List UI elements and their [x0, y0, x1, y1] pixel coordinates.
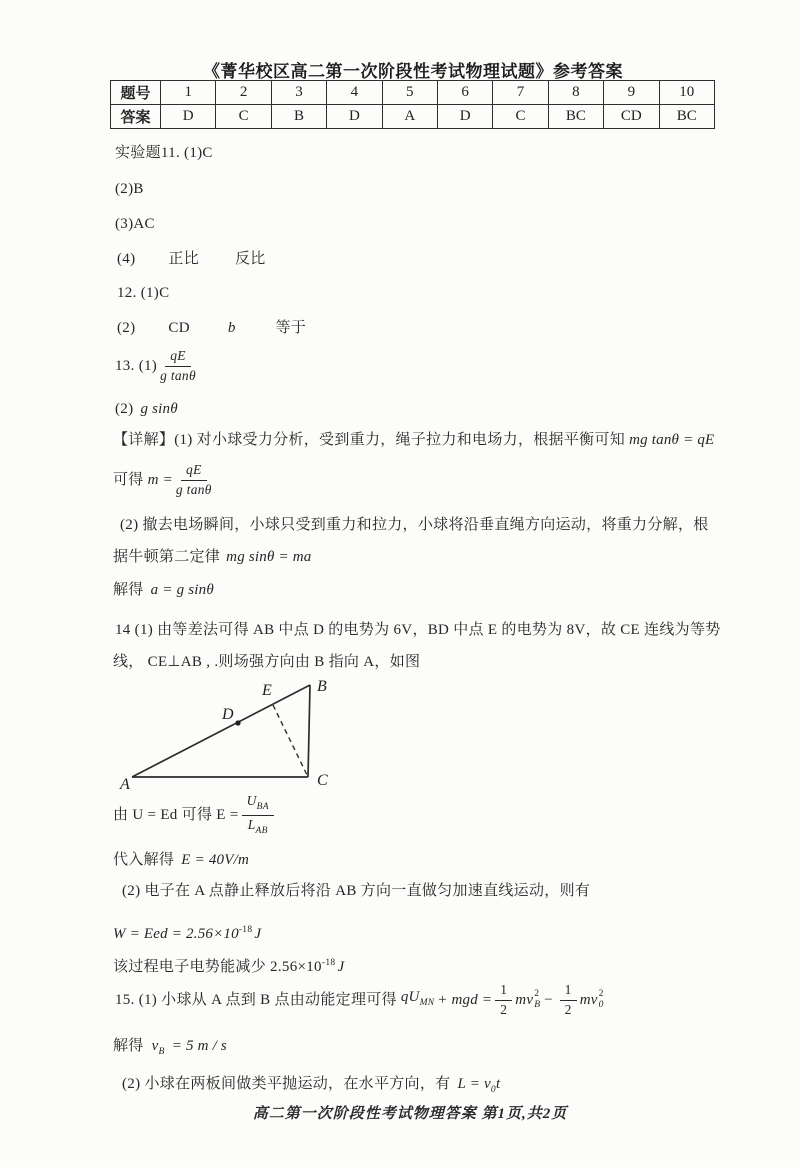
q13-part1-label: 13. (1)	[115, 358, 158, 374]
fraction-numerator: qE	[181, 462, 207, 481]
point-label-e: E	[262, 682, 272, 699]
equipotential-triangle-diagram	[118, 673, 358, 795]
mv2-superscript: 2	[598, 989, 604, 1000]
q14-field-pre: 由 U = Ed 可得 E =	[113, 807, 239, 823]
q12-line1: 12. (1)C	[117, 285, 170, 301]
q15-mid-eq: + mgd =	[437, 992, 493, 1008]
denominator-subscript: AB	[255, 825, 268, 836]
fraction-numerator: 1	[560, 982, 577, 1001]
q15-solve-label: 解得	[113, 1038, 144, 1054]
answer-table-header-answer: 答案	[111, 105, 161, 129]
question-number: 5	[382, 81, 437, 105]
numerator-base: U	[246, 792, 257, 808]
q11-line4-blank2: 反比	[235, 251, 266, 267]
answer-table-answer-row	[111, 105, 715, 129]
q13-derive-line	[113, 457, 215, 503]
page-footer: 高二第一次阶段性考试物理答案 第1页,共2页	[252, 1106, 568, 1122]
fraction-numerator: 1	[495, 982, 512, 1001]
q15-fraction-half-1	[495, 982, 512, 1019]
q11-line4-blank1: 正比	[168, 251, 199, 267]
answer-cell: D	[161, 105, 216, 129]
q12-line2-blank1: CD	[168, 320, 190, 336]
mv2-subscript: 0	[598, 1000, 604, 1010]
q13-detail-line3-text: 据牛顿第二定律	[113, 549, 221, 565]
q13-part1-fraction	[160, 348, 196, 385]
question-number: 10	[659, 81, 714, 105]
triangle-side-bc	[308, 685, 310, 777]
q15-mv2-supsub	[599, 989, 604, 1011]
q15-part2-eq-tail: t	[495, 1076, 501, 1092]
q13-part2-expr: g sinθ	[140, 401, 178, 417]
question-number: 2	[216, 81, 271, 105]
q11-line4	[117, 248, 266, 270]
fraction-numerator: qE	[165, 348, 191, 367]
q15-mv2-base: mv	[579, 992, 598, 1008]
q14-line1: 14 (1) 由等差法可得 AB 中点 D 的电势为 6V，BD 中点 E 的电势为 8V，故 CE 连线为等势	[115, 622, 721, 638]
answer-cell: D	[327, 105, 382, 129]
question-number: 4	[327, 81, 382, 105]
q11-line1: 实验题11. (1)C	[115, 145, 213, 161]
mv1-superscript: 2	[534, 989, 540, 1000]
answer-cell: CD	[604, 105, 659, 129]
q13-solve-eq: a = g sinθ	[150, 582, 214, 598]
q15-solve-line	[113, 1035, 227, 1063]
q14-line2: 线， CE⊥AB , .则场强方向由 B 指向 A，如图	[113, 654, 421, 670]
q15-part2-eq: L = v	[457, 1076, 491, 1092]
q15-solve-v-sub: B	[158, 1047, 165, 1057]
triangle-side-ab	[132, 685, 310, 777]
q15-u-term	[401, 986, 434, 1014]
q14-field-result-eq: E = 40V/m	[181, 852, 250, 868]
q14-field-line	[113, 793, 277, 837]
q15-minus-sign: −	[543, 992, 554, 1008]
denominator-base: L	[247, 816, 256, 832]
question-number: 8	[548, 81, 603, 105]
q13-derive-label: 可得	[113, 472, 144, 488]
mv1-subscript: B	[534, 1000, 541, 1010]
q14-field-result-label: 代入解得	[113, 852, 175, 868]
q14-work-eq: W = Eed = 2.56×10	[113, 926, 239, 942]
q13-detail-line1	[113, 429, 714, 451]
q13-derive-fraction	[176, 462, 212, 499]
answer-cell: BC	[548, 105, 603, 129]
q13-derive-lhs: m =	[147, 472, 173, 488]
work-exponent: -18	[238, 925, 253, 935]
u-subscript: MN	[419, 998, 435, 1008]
q13-solve-label: 解得	[113, 582, 144, 598]
q15-part2-eq-sub: 0	[490, 1085, 496, 1095]
question-number: 6	[437, 81, 492, 105]
q13-detail-line2: (2) 撤去电场瞬间，小球只受到重力和拉力，小球将沿垂直绳方向运动，将重力分解，根	[120, 517, 709, 533]
point-label-d: D	[222, 706, 234, 723]
question-number: 1	[161, 81, 216, 105]
q13-part2-label: (2)	[115, 401, 134, 417]
q12-line2	[117, 317, 306, 339]
q15-part1-text: 15. (1) 小球从 A 点到 B 点由动能定理可得	[115, 992, 397, 1008]
answer-table-header-number: 题号	[111, 81, 161, 105]
q15-part2-line	[122, 1073, 500, 1101]
q15-part1-line	[115, 980, 604, 1020]
q12-line2-blank3: 等于	[275, 320, 307, 336]
q13-part1	[115, 343, 199, 389]
q14-field-fraction	[242, 793, 274, 838]
fraction-denominator	[248, 816, 268, 838]
q12-line2-blank2: b	[227, 320, 236, 336]
q14-energy-text: 该过程电子电势能减少 2.56×10	[113, 959, 322, 975]
answer-table-number-row	[111, 81, 715, 105]
dashed-line-ec	[273, 705, 308, 777]
answer-cell: D	[437, 105, 492, 129]
q15-solve-v: v	[151, 1038, 159, 1054]
q14-work-line	[113, 919, 261, 945]
q12-line2-label: (2)	[117, 320, 136, 336]
q15-part2-text: (2) 小球在两板间做类平抛运动，在水平方向，有	[122, 1076, 451, 1092]
q14-energy-line	[113, 952, 344, 978]
q14-part2-line: (2) 电子在 A 点静止释放后将沿 AB 方向一直做匀加速直线运动，则有	[122, 883, 591, 899]
numerator-subscript: BA	[256, 801, 269, 812]
energy-unit: J	[337, 959, 345, 975]
question-number: 3	[271, 81, 326, 105]
energy-exponent: -18	[321, 958, 336, 968]
fraction-numerator	[242, 793, 274, 816]
fraction-denominator: g tanθ	[160, 367, 196, 383]
q11-line3: (3)AC	[115, 216, 155, 232]
question-number: 9	[604, 81, 659, 105]
q13-detail-line3-eq: mg sinθ = ma	[226, 549, 312, 565]
answer-cell: B	[271, 105, 326, 129]
q13-detail-line3	[113, 546, 311, 568]
vertex-label-c: C	[317, 772, 328, 789]
q15-solve-rest: = 5 m / s	[171, 1038, 227, 1054]
q13-part2	[115, 398, 178, 420]
q15-mv1-base: mv	[515, 992, 534, 1008]
q13-detail-line1-text: 【详解】(1) 对小球受力分析，受到重力，绳子拉力和电场力，根据平衡可知	[113, 432, 626, 448]
point-d-dot	[235, 720, 240, 725]
answer-cell: BC	[659, 105, 714, 129]
question-number: 7	[493, 81, 548, 105]
answer-table	[110, 80, 715, 129]
answer-cell: C	[493, 105, 548, 129]
q11-line2: (2)B	[115, 181, 144, 197]
work-unit: J	[254, 926, 262, 942]
q11-line4-label: (4)	[117, 251, 136, 267]
vertex-label-b: B	[317, 678, 327, 695]
answer-cell: C	[216, 105, 271, 129]
q13-detail-line1-eq: mg tanθ = qE	[629, 432, 715, 448]
fraction-denominator: 2	[564, 1001, 572, 1017]
answer-cell: A	[382, 105, 437, 129]
page-title: 《菁华校区高二第一次阶段性考试物理试题》参考答案	[203, 62, 623, 81]
q14-field-result	[113, 849, 249, 871]
fraction-denominator: g tanθ	[175, 481, 212, 497]
fraction-denominator: 2	[500, 1001, 508, 1017]
q15-fraction-half-2	[560, 982, 577, 1019]
u-base: qU	[400, 989, 420, 1005]
q15-mv1-supsub	[534, 989, 540, 1011]
q13-solve-line	[113, 579, 214, 601]
vertex-label-a: A	[120, 776, 130, 793]
